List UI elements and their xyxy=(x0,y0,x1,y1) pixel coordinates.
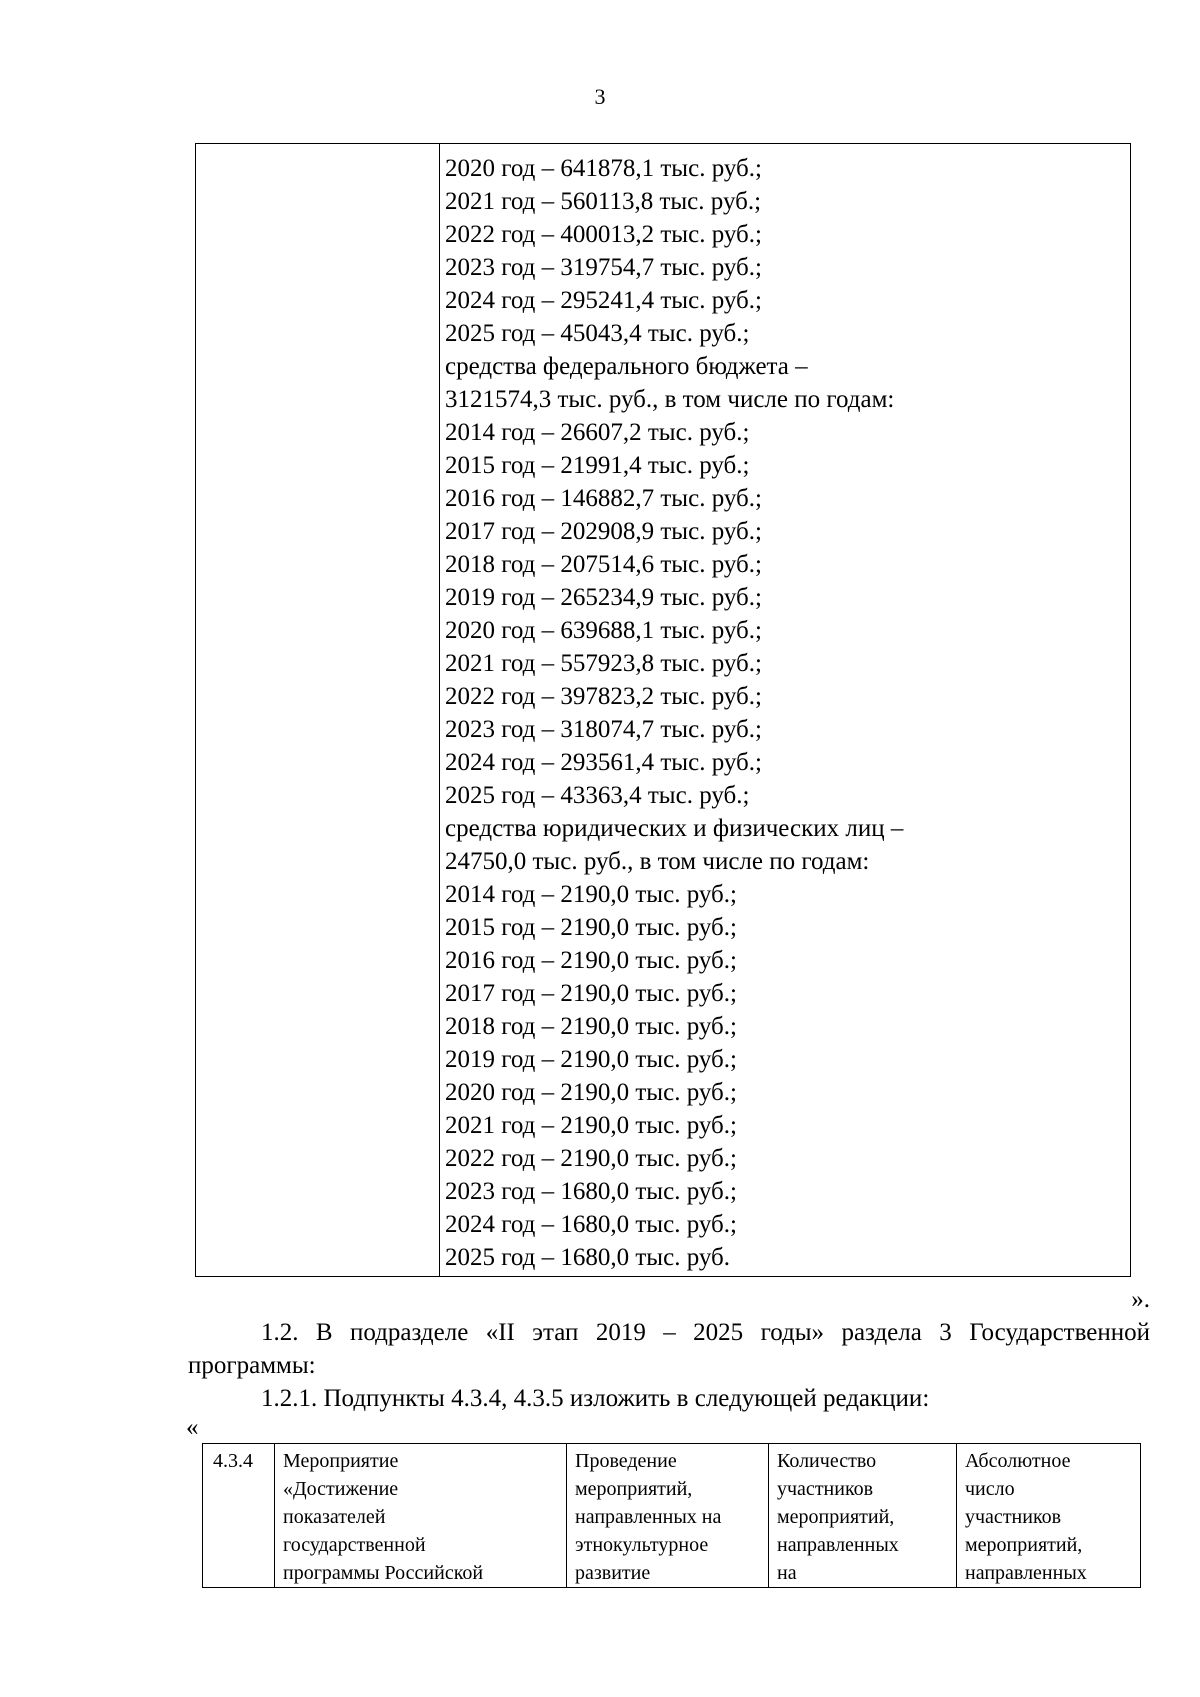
funding-line: 2014 год – 26607,2 тыс. руб.; xyxy=(445,419,750,446)
closing-quote: ». xyxy=(1131,1286,1150,1313)
funding-line: 2024 год – 293561,4 тыс. руб.; xyxy=(445,749,762,776)
funding-line: 2018 год – 207514,6 тыс. руб.; xyxy=(445,551,762,578)
funding-line: 2019 год – 265234,9 тыс. руб.; xyxy=(445,584,762,611)
measure-number-cell xyxy=(203,1444,275,1588)
funding-line: 2015 год – 2190,0 тыс. руб.; xyxy=(445,914,737,941)
measure-description-cell xyxy=(567,1444,769,1588)
funding-table-right-cell xyxy=(440,144,1130,1276)
funding-line: 24750,0 тыс. руб., в том числе по годам: xyxy=(445,848,870,875)
cell-line: развитие xyxy=(575,1562,651,1584)
cell-line: направленных на xyxy=(575,1506,722,1528)
funding-line: 2021 год – 557923,8 тыс. руб.; xyxy=(445,650,762,677)
page-number: 3 xyxy=(594,84,606,109)
paragraph-1-2-1: 1.2.1. Подпункты 4.3.4, 4.3.5 изложить в следующей редакции: xyxy=(261,1385,930,1412)
funding-line: 2020 год – 639688,1 тыс. руб.; xyxy=(445,617,762,644)
funding-line: 3121574,3 тыс. руб., в том числе по годам: xyxy=(445,386,895,413)
cell-line: мероприятий, xyxy=(575,1478,693,1500)
funding-line: 2015 год – 21991,4 тыс. руб.; xyxy=(445,452,750,479)
measures-table xyxy=(202,1443,1141,1588)
cell-line: Мероприятие xyxy=(283,1450,399,1472)
funding-line: 2022 год – 400013,2 тыс. руб.; xyxy=(445,221,762,248)
cell-line: Абсолютное xyxy=(965,1450,1071,1472)
cell-line: мероприятий, xyxy=(965,1534,1083,1556)
funding-line: 2023 год – 1680,0 тыс. руб.; xyxy=(445,1178,737,1205)
funding-line: 2024 год – 1680,0 тыс. руб.; xyxy=(445,1211,737,1238)
cell-line: государственной xyxy=(283,1534,426,1556)
funding-line: 2023 год – 319754,7 тыс. руб.; xyxy=(445,254,762,281)
cell-line: программы Российской xyxy=(283,1562,484,1584)
funding-line: 2016 год – 2190,0 тыс. руб.; xyxy=(445,947,737,974)
funding-line: 2018 год – 2190,0 тыс. руб.; xyxy=(445,1013,737,1040)
measure-number: 4.3.4 xyxy=(213,1450,253,1472)
cell-line: направленных xyxy=(965,1562,1087,1584)
cell-line: этнокультурное xyxy=(575,1534,709,1556)
cell-line: участников xyxy=(777,1478,874,1500)
funding-line: средства федерального бюджета – xyxy=(445,353,808,380)
funding-line: 2021 год – 2190,0 тыс. руб.; xyxy=(445,1112,737,1139)
funding-line: 2016 год – 146882,7 тыс. руб.; xyxy=(445,485,762,512)
cell-line: участников xyxy=(965,1506,1062,1528)
funding-line: 2024 год – 295241,4 тыс. руб.; xyxy=(445,287,762,314)
funding-line: 2020 год – 2190,0 тыс. руб.; xyxy=(445,1079,737,1106)
funding-line: 2025 год – 43363,4 тыс. руб.; xyxy=(445,782,750,809)
cell-line: на xyxy=(777,1562,797,1584)
measure-indicator-cell xyxy=(769,1444,957,1588)
measure-title-cell xyxy=(275,1444,567,1588)
cell-line: число xyxy=(965,1478,1015,1500)
funding-line: 2017 год – 2190,0 тыс. руб.; xyxy=(445,980,737,1007)
funding-line: 2025 год – 1680,0 тыс. руб. xyxy=(445,1244,731,1271)
opening-quote: « xyxy=(186,1414,199,1441)
cell-line: Количество xyxy=(777,1450,877,1472)
measure-unit-cell xyxy=(957,1444,1141,1588)
cell-line: направленных xyxy=(777,1534,899,1556)
cell-line: «Достижение xyxy=(283,1478,399,1500)
funding-line: 2023 год – 318074,7 тыс. руб.; xyxy=(445,716,762,743)
funding-line: 2022 год – 2190,0 тыс. руб.; xyxy=(445,1145,737,1172)
cell-line: Проведение xyxy=(575,1450,677,1472)
funding-line: 2019 год – 2190,0 тыс. руб.; xyxy=(445,1046,737,1073)
funding-line: 2020 год – 641878,1 тыс. руб.; xyxy=(445,155,762,182)
funding-table xyxy=(195,143,1131,1277)
funding-line: 2022 год – 397823,2 тыс. руб.; xyxy=(445,683,762,710)
cell-line: мероприятий, xyxy=(777,1506,895,1528)
funding-table-left-cell xyxy=(196,144,440,1276)
funding-line: средства юридических и физических лиц – xyxy=(445,815,904,842)
funding-line: 2014 год – 2190,0 тыс. руб.; xyxy=(445,881,737,908)
funding-line: 2025 год – 45043,4 тыс. руб.; xyxy=(445,320,750,347)
paragraph-1-2: 1.2. В подразделе «II этап 2019 – 2025 годы» раздела 3 Государственной программы: xyxy=(188,1319,1150,1379)
funding-line: 2021 год – 560113,8 тыс. руб.; xyxy=(445,188,762,215)
cell-line: показателей xyxy=(283,1506,386,1528)
table-row xyxy=(203,1444,1141,1588)
funding-line: 2017 год – 202908,9 тыс. руб.; xyxy=(445,518,762,545)
